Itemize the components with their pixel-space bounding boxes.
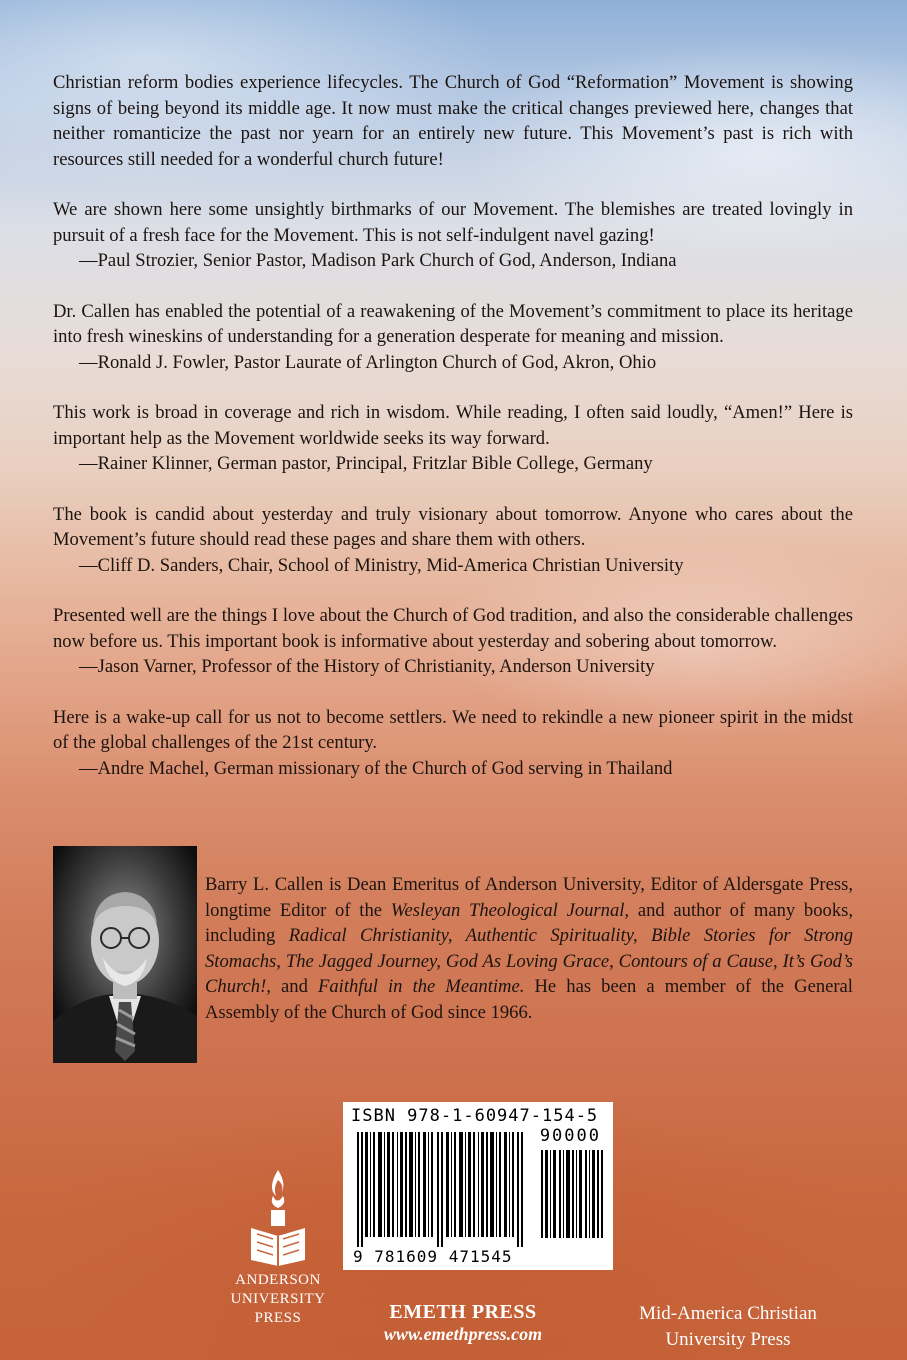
emeth-press-name: EMETH PRESS bbox=[389, 1301, 537, 1323]
mid-america-press-logo bbox=[618, 1301, 838, 1353]
barcode-number: 9 781609 471545 bbox=[353, 1247, 513, 1266]
blurb-machel bbox=[53, 705, 853, 782]
mid-america-line-1: Mid-America Christian bbox=[639, 1303, 817, 1324]
emeth-press-logo bbox=[373, 1301, 553, 1345]
blurb-intro bbox=[53, 70, 853, 172]
blurb-attribution: —Paul Strozier, Senior Pastor, Madison Park Church of God, Anderson, Indiana bbox=[79, 250, 677, 271]
anderson-line-1: ANDERSON bbox=[235, 1272, 321, 1288]
isbn-barcode bbox=[343, 1102, 613, 1270]
blurb-text: The book is candid about yesterday and truly visionary about tomorrow. Anyone who cares about the Movement’s future should read these pages and share them with others. bbox=[53, 503, 853, 550]
author-portrait-icon bbox=[53, 846, 197, 1063]
blurb-attribution: —Cliff D. Sanders, Chair, School of Ministry, Mid-America Christian University bbox=[79, 554, 684, 576]
emeth-press-url[interactable]: www.emethpress.com bbox=[383, 1324, 543, 1344]
blurb-text: Dr. Callen has enabled the potential of a reawakening of the Movement’s commitment to place its heritage into fresh wineskins of understanding for a generation desperate for meaning and mission. bbox=[53, 300, 853, 347]
anderson-university-press-logo bbox=[228, 1166, 328, 1328]
blurb-attribution: —Andre Machel, German missionary of the Church of God serving in Thailand bbox=[79, 757, 673, 779]
blurb-attribution: —Jason Varner, Professor of the History of Christianity, Anderson University bbox=[79, 656, 655, 677]
mid-america-line-2: University Press bbox=[665, 1329, 791, 1350]
journal-title: Wesleyan Theological Journal, bbox=[390, 899, 630, 921]
anderson-line-2: UNIVERSITY bbox=[230, 1291, 326, 1307]
isbn-text: ISBN 978-1-60947-154-5 bbox=[351, 1106, 599, 1126]
anderson-line-3: PRESS bbox=[254, 1310, 302, 1326]
price-addon-bars bbox=[539, 1150, 605, 1238]
author-photo bbox=[53, 846, 197, 1063]
blurb-text: Here is a wake-up call for us not to become settlers. We need to rekindle a new pioneer spirit in the midst of the global challenges of the 21st century. bbox=[53, 706, 853, 753]
blurb-attribution: —Ronald J. Fowler, Pastor Laurate of Arlington Church of God, Akron, Ohio bbox=[79, 351, 657, 373]
blurb-sanders bbox=[53, 502, 853, 579]
book-title: Faithful in the Meantime. bbox=[318, 976, 525, 997]
blurb-varner bbox=[53, 603, 853, 680]
blurb-text: Christian reform bodies experience lifecycles. The Church of God “Reformation” Movement is showing signs of being beyond its middle age. It now must make the critical changes previewed here, changes that neither romanticize the past nor yearn for an entirely new future. This Movement’s past is rich with resources still needed for a wonderful church future! bbox=[53, 72, 853, 170]
author-bio-text: Barry L. Callen is Dean Emeritus of Anderson University, Editor of Aldersgate Press, longtime Editor of the Wesleyan Theological Journal, and author of many books, including Radical Christianity, Authentic Spirituality, Bible Stories for Strong Stomachs, The Jagged Journey, God As Loving Grace, Contours of a Cause, It’s God’s Church!, and Faithful in the Meantime. He has been a member of the General Assembly of the Church of God since 1966. bbox=[205, 874, 854, 1023]
torch-book-icon bbox=[243, 1166, 313, 1266]
blurb-strozier bbox=[53, 197, 853, 274]
blurb-text: We are shown here some unsightly birthmarks of our Movement. The blemishes are treated lovingly in pursuit of a fresh face for the Movement. This is not self-indulgent navel gazing! bbox=[53, 199, 853, 246]
author-name: Barry L. Callen bbox=[205, 874, 324, 895]
blurb-attribution: —Rainer Klinner, German pastor, Principal, Fritzlar Bible College, Germany bbox=[79, 453, 653, 474]
blurb-text: Presented well are the things I love about the Church of God tradition, and also the considerable challenges now before us. This important book is informative about yesterday and sobering about tomorrow. bbox=[53, 605, 853, 652]
price-code: 90000 bbox=[539, 1126, 601, 1146]
endorsements bbox=[53, 70, 853, 781]
blurb-klinner bbox=[53, 400, 853, 477]
barcode-bars bbox=[351, 1132, 535, 1247]
book-titles: Radical Christianity, Authentic Spirituality, Bible Stories for Strong Stomachs, The Jagged Journey, God As Loving Grace, Contours of a Cause, It’s God’s Church!, bbox=[205, 925, 853, 997]
blurb-fowler bbox=[53, 299, 853, 376]
blurb-text: This work is broad in coverage and rich in wisdom. While reading, I often said loudly, “Amen!” Here is important help as the Movement worldwide seeks its way forward. bbox=[53, 402, 853, 449]
